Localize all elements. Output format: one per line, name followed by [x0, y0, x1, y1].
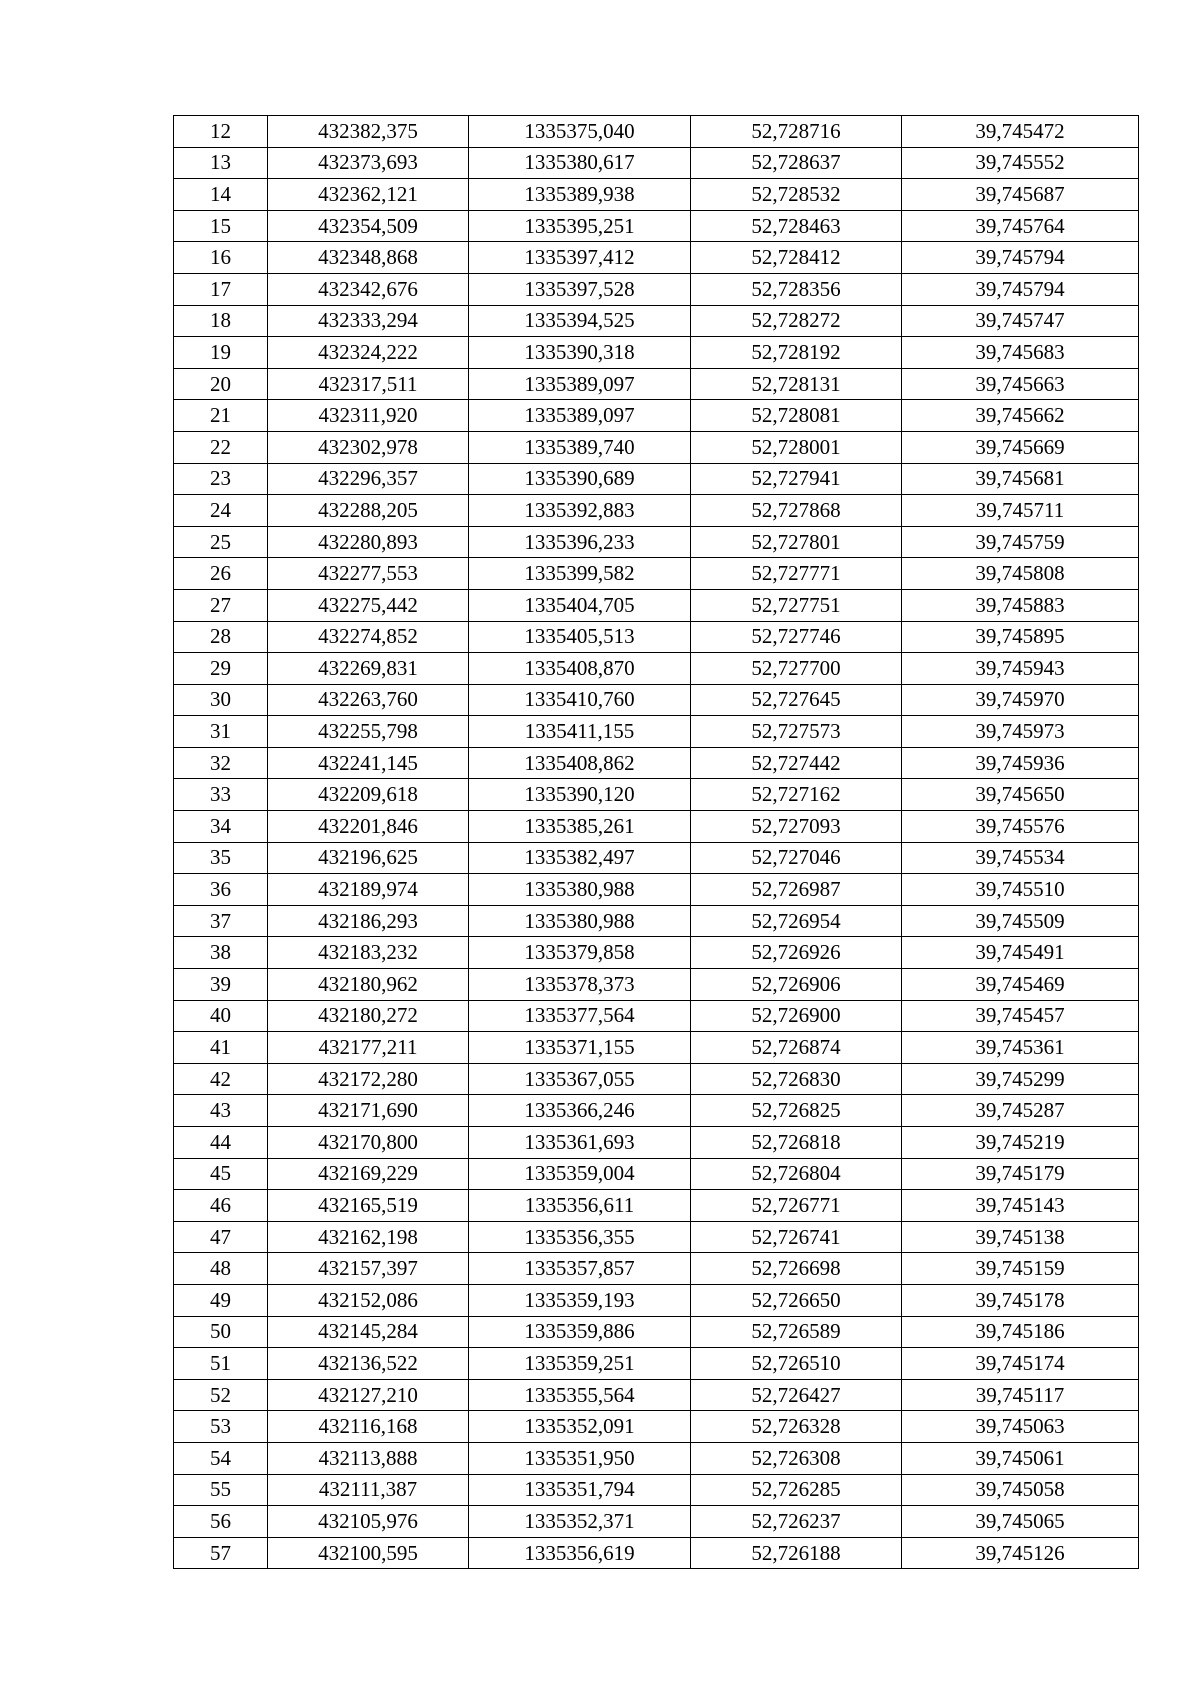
table-row: [174, 811, 1139, 843]
table-row: [174, 400, 1139, 432]
point-number-cell: 25: [174, 526, 268, 558]
longitude-cell: 39,745178: [902, 1284, 1139, 1316]
table-row: [174, 1253, 1139, 1285]
point-number-cell: 32: [174, 747, 268, 779]
x-coordinate-cell: 432311,920: [268, 400, 469, 432]
y-coordinate-cell: 1335359,193: [469, 1284, 691, 1316]
table-row: [174, 526, 1139, 558]
latitude-cell: 52,728356: [691, 273, 902, 305]
y-coordinate-cell: 1335352,371: [469, 1506, 691, 1538]
longitude-cell: 39,745794: [902, 242, 1139, 274]
table-row: [174, 368, 1139, 400]
y-coordinate-cell: 1335389,740: [469, 431, 691, 463]
y-coordinate-cell: 1335395,251: [469, 210, 691, 242]
x-coordinate-cell: 432177,211: [268, 1032, 469, 1064]
table-row: [174, 1379, 1139, 1411]
y-coordinate-cell: 1335396,233: [469, 526, 691, 558]
longitude-cell: 39,745764: [902, 210, 1139, 242]
x-coordinate-cell: 432333,294: [268, 305, 469, 337]
latitude-cell: 52,726308: [691, 1442, 902, 1474]
latitude-cell: 52,726698: [691, 1253, 902, 1285]
x-coordinate-cell: 432209,618: [268, 779, 469, 811]
y-coordinate-cell: 1335380,988: [469, 905, 691, 937]
y-coordinate-cell: 1335405,513: [469, 621, 691, 653]
longitude-cell: 39,745943: [902, 653, 1139, 685]
point-number-cell: 46: [174, 1190, 268, 1222]
table-row: [174, 1316, 1139, 1348]
latitude-cell: 52,727093: [691, 811, 902, 843]
table-row: [174, 1158, 1139, 1190]
longitude-cell: 39,745287: [902, 1095, 1139, 1127]
point-number-cell: 24: [174, 495, 268, 527]
table-row: [174, 747, 1139, 779]
x-coordinate-cell: 432324,222: [268, 337, 469, 369]
y-coordinate-cell: 1335380,988: [469, 874, 691, 906]
point-number-cell: 40: [174, 1000, 268, 1032]
latitude-cell: 52,728272: [691, 305, 902, 337]
latitude-cell: 52,727573: [691, 716, 902, 748]
x-coordinate-cell: 432157,397: [268, 1253, 469, 1285]
point-number-cell: 21: [174, 400, 268, 432]
latitude-cell: 52,726830: [691, 1063, 902, 1095]
latitude-cell: 52,728192: [691, 337, 902, 369]
point-number-cell: 35: [174, 842, 268, 874]
point-number-cell: 43: [174, 1095, 268, 1127]
latitude-cell: 52,726188: [691, 1537, 902, 1569]
table-row: [174, 684, 1139, 716]
x-coordinate-cell: 432171,690: [268, 1095, 469, 1127]
longitude-cell: 39,745794: [902, 273, 1139, 305]
x-coordinate-cell: 432269,831: [268, 653, 469, 685]
x-coordinate-cell: 432152,086: [268, 1284, 469, 1316]
longitude-cell: 39,745061: [902, 1442, 1139, 1474]
point-number-cell: 57: [174, 1537, 268, 1569]
x-coordinate-cell: 432113,888: [268, 1442, 469, 1474]
coordinates-table: [173, 115, 1139, 1569]
longitude-cell: 39,745469: [902, 969, 1139, 1001]
longitude-cell: 39,745552: [902, 147, 1139, 179]
latitude-cell: 52,727700: [691, 653, 902, 685]
point-number-cell: 20: [174, 368, 268, 400]
table-row: [174, 589, 1139, 621]
table-row: [174, 1411, 1139, 1443]
latitude-cell: 52,728131: [691, 368, 902, 400]
longitude-cell: 39,745126: [902, 1537, 1139, 1569]
point-number-cell: 37: [174, 905, 268, 937]
table-row: [174, 1442, 1139, 1474]
point-number-cell: 53: [174, 1411, 268, 1443]
longitude-cell: 39,745065: [902, 1506, 1139, 1538]
latitude-cell: 52,726589: [691, 1316, 902, 1348]
latitude-cell: 52,726771: [691, 1190, 902, 1222]
latitude-cell: 52,726427: [691, 1379, 902, 1411]
y-coordinate-cell: 1335356,355: [469, 1221, 691, 1253]
latitude-cell: 52,727771: [691, 558, 902, 590]
point-number-cell: 23: [174, 463, 268, 495]
table-row: [174, 116, 1139, 148]
x-coordinate-cell: 432342,676: [268, 273, 469, 305]
y-coordinate-cell: 1335356,611: [469, 1190, 691, 1222]
longitude-cell: 39,745883: [902, 589, 1139, 621]
x-coordinate-cell: 432162,198: [268, 1221, 469, 1253]
longitude-cell: 39,745159: [902, 1253, 1139, 1285]
point-number-cell: 50: [174, 1316, 268, 1348]
table-row: [174, 210, 1139, 242]
latitude-cell: 52,726987: [691, 874, 902, 906]
longitude-cell: 39,745361: [902, 1032, 1139, 1064]
table-row: [174, 905, 1139, 937]
x-coordinate-cell: 432172,280: [268, 1063, 469, 1095]
x-coordinate-cell: 432180,272: [268, 1000, 469, 1032]
x-coordinate-cell: 432317,511: [268, 368, 469, 400]
y-coordinate-cell: 1335356,619: [469, 1537, 691, 1569]
y-coordinate-cell: 1335378,373: [469, 969, 691, 1001]
longitude-cell: 39,745219: [902, 1127, 1139, 1159]
latitude-cell: 52,728716: [691, 116, 902, 148]
y-coordinate-cell: 1335377,564: [469, 1000, 691, 1032]
longitude-cell: 39,745186: [902, 1316, 1139, 1348]
y-coordinate-cell: 1335355,564: [469, 1379, 691, 1411]
latitude-cell: 52,726954: [691, 905, 902, 937]
y-coordinate-cell: 1335380,617: [469, 147, 691, 179]
longitude-cell: 39,745681: [902, 463, 1139, 495]
y-coordinate-cell: 1335382,497: [469, 842, 691, 874]
y-coordinate-cell: 1335352,091: [469, 1411, 691, 1443]
x-coordinate-cell: 432170,800: [268, 1127, 469, 1159]
latitude-cell: 52,728637: [691, 147, 902, 179]
point-number-cell: 36: [174, 874, 268, 906]
table-row: [174, 337, 1139, 369]
table-row: [174, 716, 1139, 748]
x-coordinate-cell: 432183,232: [268, 937, 469, 969]
point-number-cell: 55: [174, 1474, 268, 1506]
table-row: [174, 1095, 1139, 1127]
x-coordinate-cell: 432165,519: [268, 1190, 469, 1222]
table-row: [174, 1032, 1139, 1064]
longitude-cell: 39,745662: [902, 400, 1139, 432]
point-number-cell: 47: [174, 1221, 268, 1253]
y-coordinate-cell: 1335389,097: [469, 400, 691, 432]
point-number-cell: 48: [174, 1253, 268, 1285]
table-row: [174, 463, 1139, 495]
table-row: [174, 431, 1139, 463]
longitude-cell: 39,745683: [902, 337, 1139, 369]
x-coordinate-cell: 432354,509: [268, 210, 469, 242]
table-row: [174, 1063, 1139, 1095]
x-coordinate-cell: 432288,205: [268, 495, 469, 527]
x-coordinate-cell: 432382,375: [268, 116, 469, 148]
point-number-cell: 13: [174, 147, 268, 179]
longitude-cell: 39,745509: [902, 905, 1139, 937]
point-number-cell: 31: [174, 716, 268, 748]
latitude-cell: 52,726926: [691, 937, 902, 969]
x-coordinate-cell: 432255,798: [268, 716, 469, 748]
x-coordinate-cell: 432196,625: [268, 842, 469, 874]
latitude-cell: 52,728463: [691, 210, 902, 242]
y-coordinate-cell: 1335389,938: [469, 179, 691, 211]
x-coordinate-cell: 432296,357: [268, 463, 469, 495]
table-row: [174, 1474, 1139, 1506]
x-coordinate-cell: 432241,145: [268, 747, 469, 779]
table-row: [174, 937, 1139, 969]
longitude-cell: 39,745747: [902, 305, 1139, 337]
point-number-cell: 29: [174, 653, 268, 685]
latitude-cell: 52,727162: [691, 779, 902, 811]
longitude-cell: 39,745179: [902, 1158, 1139, 1190]
latitude-cell: 52,726237: [691, 1506, 902, 1538]
coordinates-table-body: [174, 116, 1139, 1569]
x-coordinate-cell: 432186,293: [268, 905, 469, 937]
table-row: [174, 558, 1139, 590]
longitude-cell: 39,745759: [902, 526, 1139, 558]
point-number-cell: 42: [174, 1063, 268, 1095]
longitude-cell: 39,745936: [902, 747, 1139, 779]
latitude-cell: 52,726285: [691, 1474, 902, 1506]
longitude-cell: 39,745174: [902, 1348, 1139, 1380]
table-row: [174, 1221, 1139, 1253]
y-coordinate-cell: 1335404,705: [469, 589, 691, 621]
point-number-cell: 28: [174, 621, 268, 653]
latitude-cell: 52,728412: [691, 242, 902, 274]
y-coordinate-cell: 1335390,689: [469, 463, 691, 495]
latitude-cell: 52,726874: [691, 1032, 902, 1064]
x-coordinate-cell: 432100,595: [268, 1537, 469, 1569]
table-row: [174, 842, 1139, 874]
x-coordinate-cell: 432263,760: [268, 684, 469, 716]
point-number-cell: 39: [174, 969, 268, 1001]
x-coordinate-cell: 432275,442: [268, 589, 469, 621]
point-number-cell: 51: [174, 1348, 268, 1380]
y-coordinate-cell: 1335359,251: [469, 1348, 691, 1380]
y-coordinate-cell: 1335379,858: [469, 937, 691, 969]
longitude-cell: 39,745895: [902, 621, 1139, 653]
x-coordinate-cell: 432169,229: [268, 1158, 469, 1190]
longitude-cell: 39,745534: [902, 842, 1139, 874]
table-row: [174, 1348, 1139, 1380]
latitude-cell: 52,728081: [691, 400, 902, 432]
latitude-cell: 52,727046: [691, 842, 902, 874]
table-row: [174, 495, 1139, 527]
table-row: [174, 273, 1139, 305]
table-row: [174, 874, 1139, 906]
latitude-cell: 52,726906: [691, 969, 902, 1001]
x-coordinate-cell: 432362,121: [268, 179, 469, 211]
x-coordinate-cell: 432280,893: [268, 526, 469, 558]
y-coordinate-cell: 1335408,862: [469, 747, 691, 779]
table-row: [174, 1284, 1139, 1316]
y-coordinate-cell: 1335375,040: [469, 116, 691, 148]
latitude-cell: 52,727746: [691, 621, 902, 653]
latitude-cell: 52,727868: [691, 495, 902, 527]
table-row: [174, 179, 1139, 211]
longitude-cell: 39,745669: [902, 431, 1139, 463]
longitude-cell: 39,745650: [902, 779, 1139, 811]
y-coordinate-cell: 1335392,883: [469, 495, 691, 527]
point-number-cell: 19: [174, 337, 268, 369]
x-coordinate-cell: 432189,974: [268, 874, 469, 906]
table-row: [174, 305, 1139, 337]
table-row: [174, 1506, 1139, 1538]
point-number-cell: 44: [174, 1127, 268, 1159]
y-coordinate-cell: 1335390,120: [469, 779, 691, 811]
y-coordinate-cell: 1335366,246: [469, 1095, 691, 1127]
x-coordinate-cell: 432348,868: [268, 242, 469, 274]
y-coordinate-cell: 1335361,693: [469, 1127, 691, 1159]
latitude-cell: 52,726328: [691, 1411, 902, 1443]
x-coordinate-cell: 432373,693: [268, 147, 469, 179]
longitude-cell: 39,745472: [902, 116, 1139, 148]
y-coordinate-cell: 1335359,886: [469, 1316, 691, 1348]
y-coordinate-cell: 1335408,870: [469, 653, 691, 685]
longitude-cell: 39,745063: [902, 1411, 1139, 1443]
longitude-cell: 39,745973: [902, 716, 1139, 748]
y-coordinate-cell: 1335351,794: [469, 1474, 691, 1506]
x-coordinate-cell: 432201,846: [268, 811, 469, 843]
latitude-cell: 52,726650: [691, 1284, 902, 1316]
latitude-cell: 52,727442: [691, 747, 902, 779]
latitude-cell: 52,726900: [691, 1000, 902, 1032]
y-coordinate-cell: 1335371,155: [469, 1032, 691, 1064]
table-row: [174, 1127, 1139, 1159]
table-row: [174, 1000, 1139, 1032]
point-number-cell: 45: [174, 1158, 268, 1190]
x-coordinate-cell: 432136,522: [268, 1348, 469, 1380]
latitude-cell: 52,726741: [691, 1221, 902, 1253]
point-number-cell: 54: [174, 1442, 268, 1474]
x-coordinate-cell: 432105,976: [268, 1506, 469, 1538]
longitude-cell: 39,745663: [902, 368, 1139, 400]
y-coordinate-cell: 1335397,528: [469, 273, 691, 305]
x-coordinate-cell: 432145,284: [268, 1316, 469, 1348]
point-number-cell: 30: [174, 684, 268, 716]
longitude-cell: 39,745510: [902, 874, 1139, 906]
y-coordinate-cell: 1335385,261: [469, 811, 691, 843]
latitude-cell: 52,726804: [691, 1158, 902, 1190]
y-coordinate-cell: 1335390,318: [469, 337, 691, 369]
point-number-cell: 49: [174, 1284, 268, 1316]
x-coordinate-cell: 432116,168: [268, 1411, 469, 1443]
point-number-cell: 38: [174, 937, 268, 969]
point-number-cell: 22: [174, 431, 268, 463]
y-coordinate-cell: 1335357,857: [469, 1253, 691, 1285]
point-number-cell: 12: [174, 116, 268, 148]
point-number-cell: 27: [174, 589, 268, 621]
latitude-cell: 52,728532: [691, 179, 902, 211]
point-number-cell: 56: [174, 1506, 268, 1538]
y-coordinate-cell: 1335411,155: [469, 716, 691, 748]
x-coordinate-cell: 432111,387: [268, 1474, 469, 1506]
table-row: [174, 242, 1139, 274]
table-row: [174, 147, 1139, 179]
longitude-cell: 39,745138: [902, 1221, 1139, 1253]
x-coordinate-cell: 432274,852: [268, 621, 469, 653]
longitude-cell: 39,745117: [902, 1379, 1139, 1411]
x-coordinate-cell: 432127,210: [268, 1379, 469, 1411]
table-row: [174, 1537, 1139, 1569]
table-row: [174, 621, 1139, 653]
latitude-cell: 52,726818: [691, 1127, 902, 1159]
x-coordinate-cell: 432180,962: [268, 969, 469, 1001]
latitude-cell: 52,726510: [691, 1348, 902, 1380]
point-number-cell: 52: [174, 1379, 268, 1411]
longitude-cell: 39,745808: [902, 558, 1139, 590]
y-coordinate-cell: 1335394,525: [469, 305, 691, 337]
longitude-cell: 39,745687: [902, 179, 1139, 211]
point-number-cell: 16: [174, 242, 268, 274]
table-row: [174, 653, 1139, 685]
longitude-cell: 39,745058: [902, 1474, 1139, 1506]
latitude-cell: 52,727801: [691, 526, 902, 558]
longitude-cell: 39,745576: [902, 811, 1139, 843]
point-number-cell: 26: [174, 558, 268, 590]
latitude-cell: 52,727751: [691, 589, 902, 621]
point-number-cell: 18: [174, 305, 268, 337]
y-coordinate-cell: 1335389,097: [469, 368, 691, 400]
point-number-cell: 34: [174, 811, 268, 843]
y-coordinate-cell: 1335351,950: [469, 1442, 691, 1474]
longitude-cell: 39,745711: [902, 495, 1139, 527]
point-number-cell: 17: [174, 273, 268, 305]
point-number-cell: 33: [174, 779, 268, 811]
y-coordinate-cell: 1335410,760: [469, 684, 691, 716]
table-row: [174, 1190, 1139, 1222]
y-coordinate-cell: 1335359,004: [469, 1158, 691, 1190]
longitude-cell: 39,745491: [902, 937, 1139, 969]
latitude-cell: 52,727941: [691, 463, 902, 495]
longitude-cell: 39,745457: [902, 1000, 1139, 1032]
longitude-cell: 39,745299: [902, 1063, 1139, 1095]
latitude-cell: 52,728001: [691, 431, 902, 463]
point-number-cell: 14: [174, 179, 268, 211]
x-coordinate-cell: 432277,553: [268, 558, 469, 590]
point-number-cell: 41: [174, 1032, 268, 1064]
longitude-cell: 39,745970: [902, 684, 1139, 716]
x-coordinate-cell: 432302,978: [268, 431, 469, 463]
y-coordinate-cell: 1335397,412: [469, 242, 691, 274]
y-coordinate-cell: 1335367,055: [469, 1063, 691, 1095]
longitude-cell: 39,745143: [902, 1190, 1139, 1222]
point-number-cell: 15: [174, 210, 268, 242]
table-row: [174, 779, 1139, 811]
latitude-cell: 52,726825: [691, 1095, 902, 1127]
latitude-cell: 52,727645: [691, 684, 902, 716]
y-coordinate-cell: 1335399,582: [469, 558, 691, 590]
table-row: [174, 969, 1139, 1001]
